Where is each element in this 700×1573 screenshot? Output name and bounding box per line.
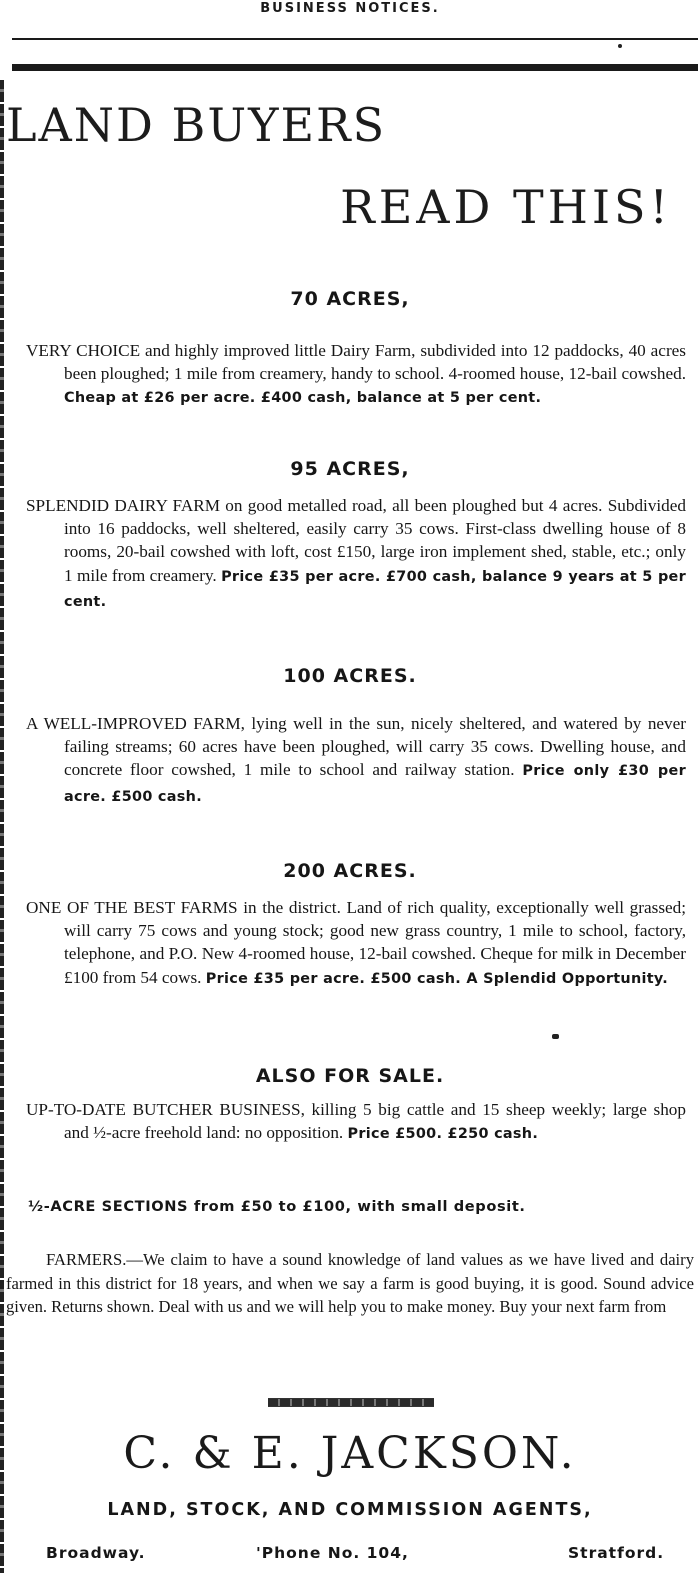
listing-lead: ONE OF THE BEST FARMS	[26, 898, 238, 917]
listing-heading-95-acres: 95 ACRES,	[290, 458, 410, 480]
listing-heading-70-acres: 70 ACRES,	[290, 288, 410, 310]
listing-lead: UP-TO-DATE BUTCHER BUSINESS,	[26, 1100, 305, 1119]
firm-town: Stratford.	[568, 1544, 665, 1562]
firm-name: C. & E. JACKSON.	[123, 1428, 577, 1479]
listing-200-acres	[26, 896, 686, 991]
listing-body: in the district. Land of rich quality, exceptionally well grassed; will carry 75 cows and young stock; good new grass country, 1 mile to school, factory, telephone, and P.O. New 4-roomed house, 12-bail cowshed. Cheque for milk in December £100 from 54 cows.	[64, 898, 687, 987]
listing-body: and highly improved little Dairy Farm, subdivided into 12 paddocks, 40 acres been ploughed; 1 mile from creamery, handy to school. 4-roomed house, 12-bail cowshed.	[64, 341, 686, 384]
listing-price: Price £35 per acre. £700 cash, balance 9 years at 5 per cent.	[64, 568, 686, 610]
acre-sections-notice: ½-ACRE SECTIONS from £50 to £100, with small deposit.	[28, 1198, 526, 1215]
headline-read-this: READ THIS!	[340, 180, 672, 234]
running-head: BUSINESS NOTICES.	[260, 1, 440, 16]
firm-street: Broadway.	[46, 1544, 146, 1562]
header-rule-thin	[12, 38, 698, 40]
listing-lead: VERY CHOICE	[26, 341, 141, 360]
listing-100-acres	[26, 712, 686, 809]
listing-body: lying well in the sun, nicely sheltered, and watered by never failing streams; 60 acres have been ploughed, will carry 35 cows. Dwelling house, and concrete floor cowshed, 1 mile to school and railway station.	[64, 714, 686, 780]
listing-body: on good metalled road, all been ploughed but 4 acres. Subdivided into 16 paddocks, well sheltered, easily carry 35 cows. First-class dwelling house of 8 rooms, 20-bail cowshed with loft, cost £150, large iron implement shed, stable, etc.; only 1 mile from creamery.	[64, 496, 686, 585]
firm-phone: 'Phone No. 104,	[256, 1544, 409, 1562]
listing-lead: SPLENDID DAIRY FARM	[26, 496, 220, 515]
listing-70-acres	[26, 339, 686, 411]
farmers-note: FARMERS.—We claim to have a sound knowledge of land values as we have lived and dairy farmed in this district for 18 years, and when we say a farm is good buying, it is good. Sound advice given. Returns shown. Deal with us and we will help you to make money. Buy your next farm from	[6, 1250, 694, 1316]
speck	[618, 44, 622, 48]
listing-heading-100-acres: 100 ACRES.	[283, 665, 417, 687]
listing-butcher-business	[26, 1098, 686, 1146]
listing-price: Cheap at £26 per acre. £400 cash, balance at 5 per cent.	[64, 390, 542, 407]
listing-heading-also-for-sale: ALSO FOR SALE.	[255, 1065, 445, 1087]
firm-tagline: LAND, STOCK, AND COMMISSION AGENTS,	[107, 1500, 593, 1520]
listing-price: Price £500. £250 cash.	[347, 1126, 539, 1143]
listing-heading-200-acres: 200 ACRES.	[283, 860, 417, 882]
listing-lead: A WELL-IMPROVED FARM,	[26, 714, 245, 733]
decorative-rule	[268, 1398, 434, 1407]
speck	[552, 1034, 559, 1039]
listing-body: killing 5 big cattle and 15 sheep weekly; large shop and ½-acre freehold land: no opposition.	[64, 1100, 686, 1143]
headline-land-buyers: LAND BUYERS	[6, 98, 387, 152]
listing-price: Price £35 per acre. £500 cash. A Splendid Opportunity.	[205, 970, 669, 987]
listing-95-acres	[26, 494, 686, 614]
header-rule-thick	[12, 64, 698, 71]
listing-price: Price only £30 per acre. £500 cash.	[64, 763, 686, 805]
